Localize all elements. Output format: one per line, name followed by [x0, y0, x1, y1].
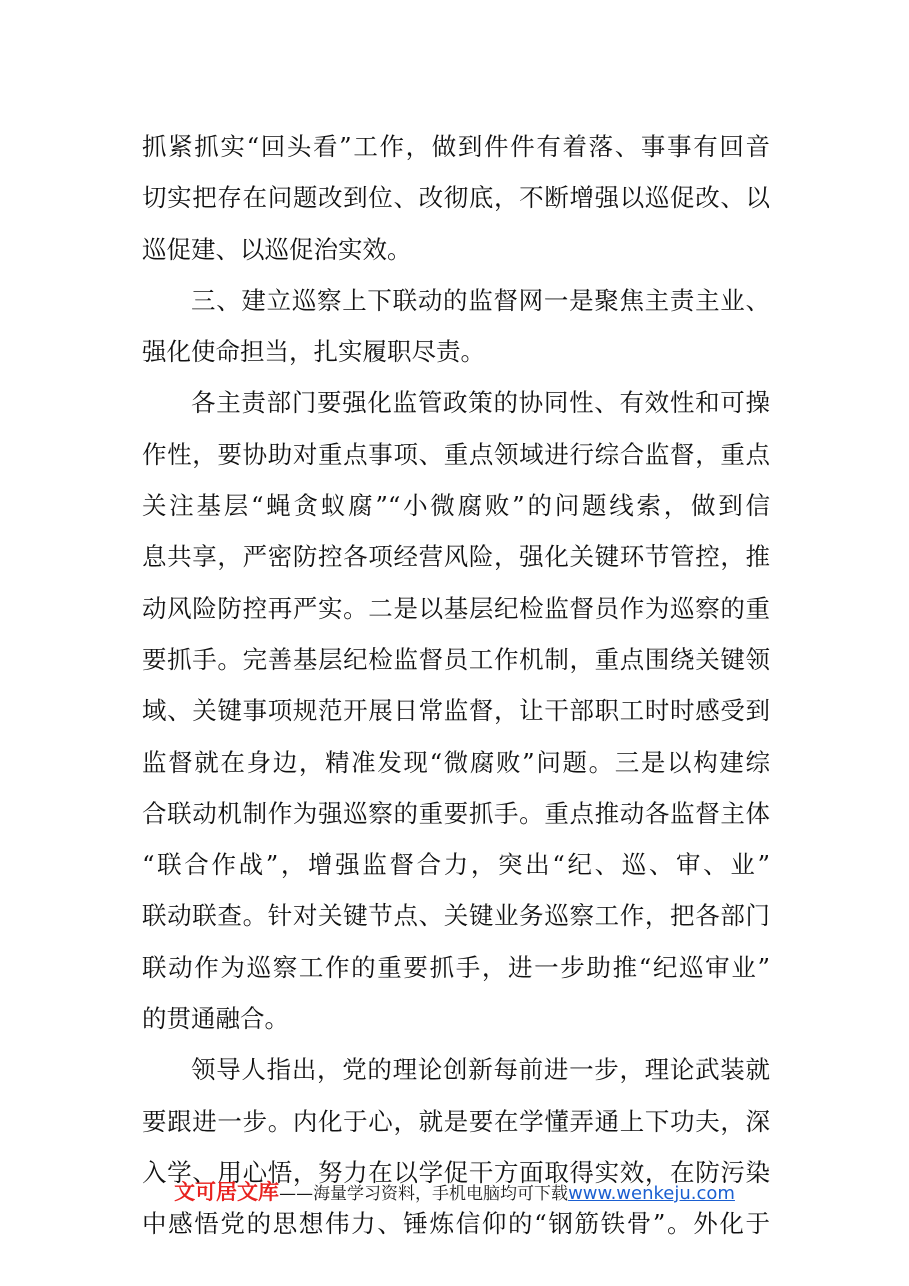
text-line: 息共享，严密防控各项经营风险，强化关键环节管控，推 [142, 542, 770, 572]
footer-banner [0, 1170, 909, 1214]
text-line: 中感悟党的思想伟力、锤炼信仰的“钢筋铁骨”。外化于 [142, 1209, 770, 1239]
text-line: 领导人指出，党的理论创新每前进一步，理论武装就 [191, 1055, 770, 1085]
text-line: 域、关键事项规范开展日常监督，让干部职工时时感受到 [142, 696, 770, 726]
text-line: 要跟进一步。内化于心，就是要在学懂弄通上下功夫，深 [142, 1106, 770, 1136]
text-line: 联动联查。针对关键节点、关键业务巡察工作，把各部门 [142, 901, 770, 931]
text-line: 入学、用心悟，努力在以学促干方面取得实效，在防污染 [142, 1157, 770, 1187]
text-line: 各主责部门要强化监管政策的协同性、有效性和可操 [191, 388, 770, 418]
text-line: 强化使命担当，扎实履职尽责。 [142, 337, 485, 367]
document-body [142, 121, 770, 1250]
text-line: 作性，要协助对重点事项、重点领域进行综合监督，重点 [142, 439, 770, 469]
text-line: 的贯通融合。 [142, 1004, 289, 1034]
footer-description: ——海量学习资料，手机电脑均可下载 [279, 1184, 569, 1204]
text-line: 切实把存在问题改到位、改彻底，不断增强以巡促改、以 [142, 183, 770, 213]
text-line: “联合作战”，增强监督合力，突出“纪、巡、审、业” [142, 850, 770, 880]
footer-brand: 文可居文库 [174, 1180, 280, 1204]
text-line: 监督就在身边，精准发现“微腐败”问题。三是以构建综 [142, 747, 770, 777]
text-line: 巡促建、以巡促治实效。 [142, 234, 412, 264]
text-line: 关注基层“蝇贪蚁腐”“小微腐败”的问题线索，做到信 [142, 491, 770, 521]
text-line: 三、建立巡察上下联动的监督网一是聚焦主责主业、 [191, 285, 770, 315]
text-line: 动风险防控再严实。二是以基层纪检监督员作为巡察的重 [142, 593, 770, 623]
text-line: 合联动机制作为强巡察的重要抓手。重点推动各监督主体 [142, 798, 770, 828]
text-line: 联动作为巡察工作的重要抓手，进一步助推“纪巡审业” [142, 952, 770, 982]
footer-link[interactable]: www.wenkeju.com [568, 1183, 735, 1204]
text-line: 抓紧抓实“回头看”工作，做到件件有着落、事事有回音 [142, 132, 770, 161]
text-line: 要抓手。完善基层纪检监督员工作机制，重点围绕关键领 [142, 644, 770, 674]
